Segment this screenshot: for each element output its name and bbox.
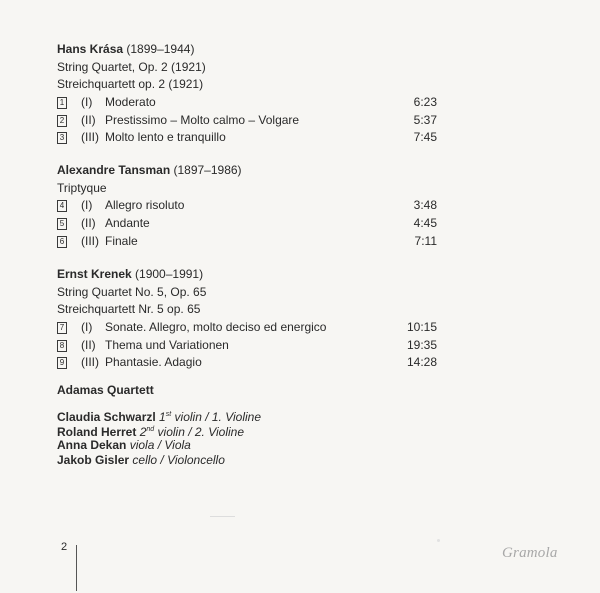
composer-heading xyxy=(57,162,427,180)
movement-number: (I) xyxy=(81,198,93,213)
print-speck xyxy=(437,539,440,542)
movement-title: Thema und Variationen xyxy=(105,337,229,352)
track-duration: 6:23 xyxy=(413,95,437,110)
track-number: 7 xyxy=(57,322,67,334)
track-number: 2 xyxy=(57,115,67,127)
track-duration: 3:48 xyxy=(413,198,437,213)
composer-name: Ernst Krenek xyxy=(57,267,132,281)
track-number: 8 xyxy=(57,340,67,352)
track-row xyxy=(57,215,437,233)
movement-number: (I) xyxy=(81,320,93,335)
performer-name: Roland Herret xyxy=(57,425,137,439)
performer-line xyxy=(57,438,357,454)
track-row xyxy=(57,94,437,112)
track-row xyxy=(57,354,437,372)
performer-role: 2nd violin / 2. Violine xyxy=(139,425,245,439)
work-title: String Quartet No. 5, Op. 65 xyxy=(57,284,207,299)
movement-title: Prestissimo – Molto calmo – Volgare xyxy=(105,112,300,127)
track-duration: 7:45 xyxy=(413,130,437,145)
composer-name: Hans Krása xyxy=(57,42,124,56)
track-duration: 10:15 xyxy=(406,320,437,335)
track-number: 9 xyxy=(57,357,67,369)
track-row xyxy=(57,129,437,147)
performer-name: Claudia Schwarzl xyxy=(57,409,156,424)
gramola-logo: Gramola xyxy=(502,545,558,561)
performer-role: viola / Viola xyxy=(129,437,191,452)
track-row xyxy=(57,233,437,251)
track-duration: 4:45 xyxy=(413,216,437,231)
movement-number: (III) xyxy=(81,130,99,145)
composer-dates: (1899–1944) xyxy=(123,42,195,56)
work-title: Triptyque xyxy=(57,180,107,195)
movement-title: Moderato xyxy=(105,95,156,110)
composer-dates: (1897–1986) xyxy=(170,163,242,177)
composer-name: Alexandre Tansman xyxy=(57,163,171,177)
track-duration: 5:37 xyxy=(413,112,437,127)
performer-role: cello / Violoncello xyxy=(132,453,225,467)
track-number: 3 xyxy=(57,132,67,144)
movement-title: Allegro risoluto xyxy=(105,198,185,213)
work-title: String Quartet, Op. 2 (1921) xyxy=(57,59,206,74)
track-duration: 14:28 xyxy=(406,355,437,370)
ensemble-name: Adamas Quartett xyxy=(57,383,154,397)
track-row xyxy=(57,197,437,215)
movement-title: Andante xyxy=(105,216,150,231)
track-duration: 7:11 xyxy=(414,233,437,248)
work-section-tansman xyxy=(57,162,437,250)
track-number: 6 xyxy=(57,236,67,248)
movement-number: (I) xyxy=(81,95,93,110)
page-number: 2 xyxy=(61,541,68,553)
movement-number: (III) xyxy=(81,233,99,248)
composer-heading xyxy=(57,266,427,284)
track-row xyxy=(57,319,437,337)
performer-role: 1st violin / 1. Violine xyxy=(159,409,262,424)
performer-name: Anna Dekan xyxy=(57,437,127,452)
divider xyxy=(210,516,235,517)
movement-number: (III) xyxy=(81,355,99,370)
track-number: 1 xyxy=(57,97,67,109)
composer-dates: (1900–1991) xyxy=(131,267,204,281)
movement-title: Phantasie. Adagio xyxy=(105,355,202,370)
composer-heading xyxy=(57,41,427,59)
work-section-krasa xyxy=(57,41,437,147)
page-number-rule xyxy=(76,545,77,591)
work-title-german: Streichquartett op. 2 (1921) xyxy=(57,77,204,92)
track-duration: 19:35 xyxy=(406,337,437,352)
movement-number: (II) xyxy=(81,112,96,127)
movement-number: (II) xyxy=(81,216,96,231)
performer-line xyxy=(57,453,357,469)
movement-title: Sonate. Allegro, molto deciso ed energico xyxy=(105,320,327,335)
movement-title: Molto lento e tranquillo xyxy=(105,130,226,145)
performer-line xyxy=(57,422,357,438)
performer-name: Jakob Gisler xyxy=(57,453,130,467)
track-row xyxy=(57,112,437,130)
performers-credits xyxy=(57,383,357,469)
work-section-krenek xyxy=(57,266,437,372)
track-number: 4 xyxy=(57,200,67,212)
track-row xyxy=(57,337,437,355)
movement-number: (II) xyxy=(81,337,96,352)
movement-title: Finale xyxy=(105,233,138,248)
performer-line xyxy=(57,407,357,423)
track-number: 5 xyxy=(57,218,67,230)
work-title-german: Streichquartett Nr. 5 op. 65 xyxy=(57,302,201,317)
